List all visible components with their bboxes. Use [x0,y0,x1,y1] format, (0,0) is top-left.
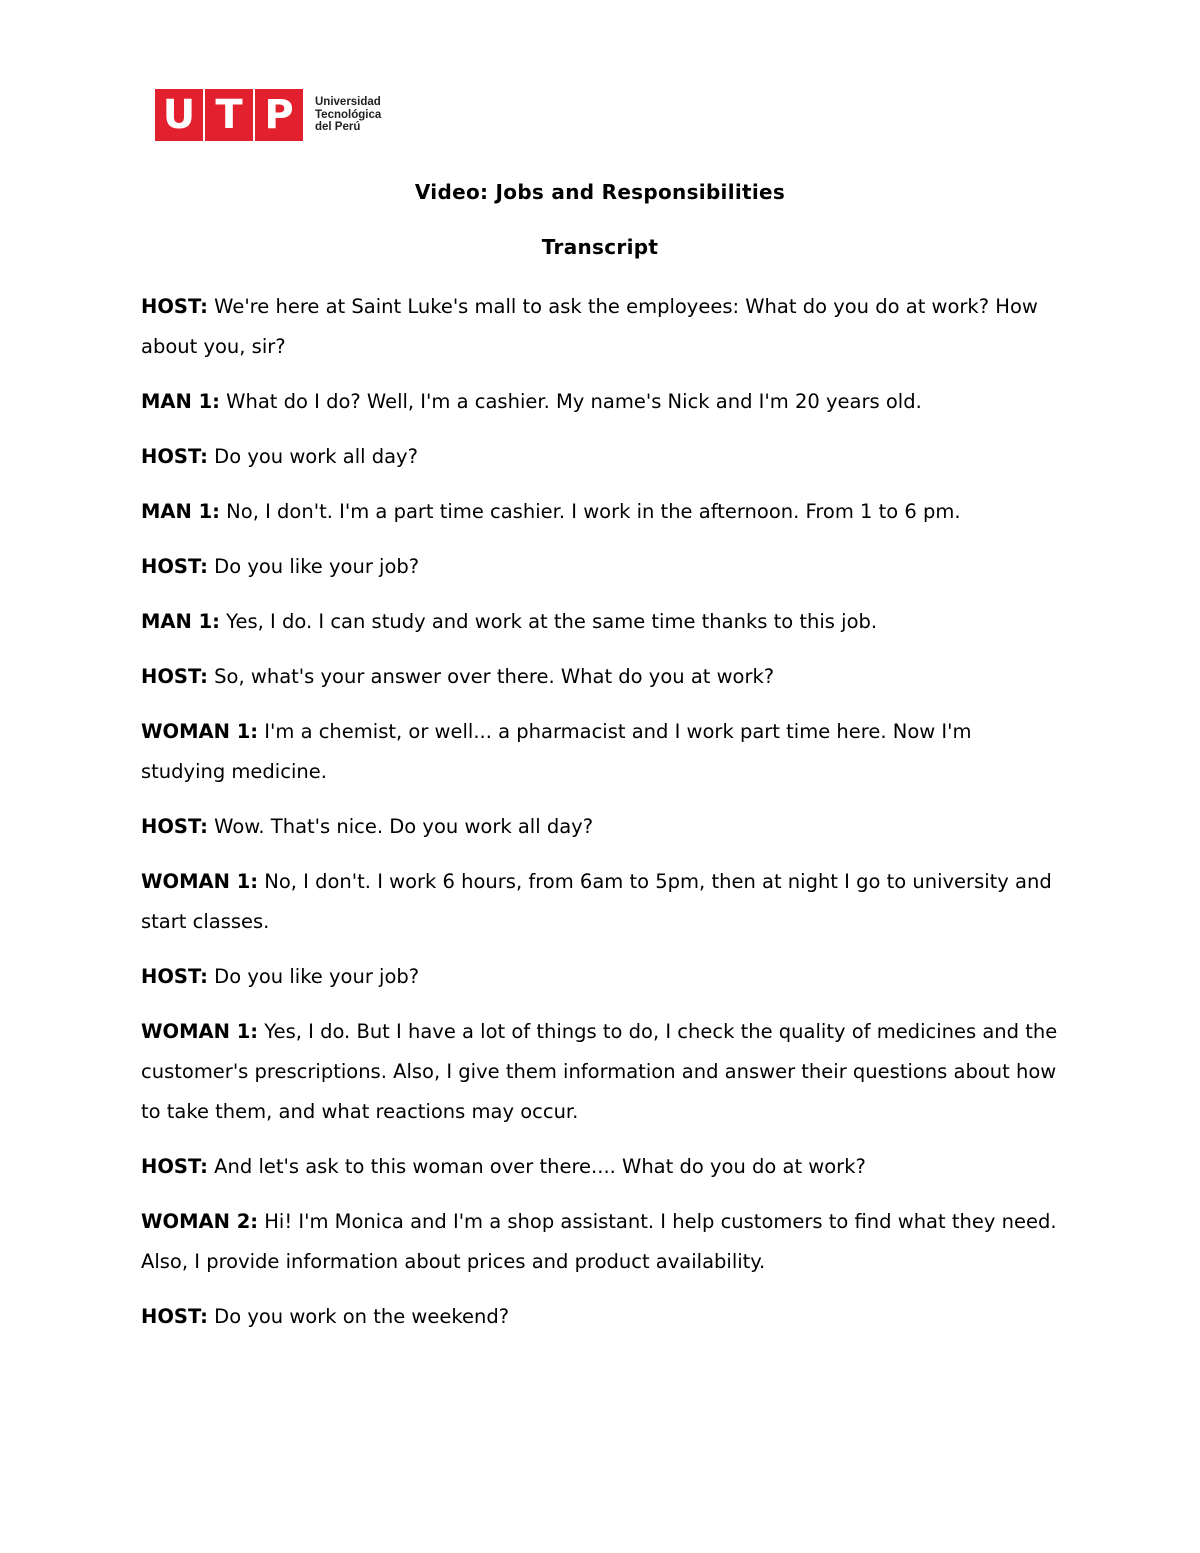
speaker-label: HOST: [141,965,208,988]
transcript-body [141,287,1061,1352]
utp-logo [155,88,395,142]
transcript-line [141,287,1061,367]
transcript-line [141,547,1061,587]
speaker-label: MAN 1: [141,610,220,633]
speaker-label: WOMAN 1: [141,870,259,893]
dialogue-text: Do you like your job? [207,965,420,988]
logo-letter-t: T [205,89,253,141]
dialogue-text: Do you work on the weekend? [207,1305,510,1328]
logo-university-name [315,96,381,134]
dialogue-text: Yes, I do. I can study and work at the same time thanks to this job. [219,610,878,633]
transcript-line [141,492,1061,532]
dialogue-text: Wow. That's nice. Do you work all day? [207,815,594,838]
speaker-label: MAN 1: [141,390,220,413]
document-title: Video: Jobs and Responsibilities [414,180,786,204]
speaker-label: HOST: [141,665,208,688]
speaker-label: WOMAN 1: [141,720,259,743]
logo-letter-p: P [255,89,303,141]
transcript-line [141,1202,1061,1282]
document-subtitle: Transcript [541,235,659,259]
speaker-label: HOST: [141,555,208,578]
dialogue-text: Yes, I do. But I have a lot of things to do, I check the quality of medicines and the customer's prescriptions. Also, I give them information and answer their questions about how to take them, and what reactions may occur. [141,1020,1058,1123]
dialogue-text: We're here at Saint Luke's mall to ask the employees: What do you do at work? How about you, sir? [141,295,1038,358]
logo-text-line-2: Tecnológica [315,108,382,121]
speaker-label: HOST: [141,815,208,838]
dialogue-text: I'm a chemist, or well... a pharmacist and I work part time here. Now I'm studying medicine. [141,720,972,783]
logo-text-line-3: del Perú [315,121,361,134]
speaker-label: HOST: [141,1305,208,1328]
transcript-line [141,1147,1061,1187]
speaker-label: HOST: [141,1155,208,1178]
transcript-line [141,382,1061,422]
transcript-line [141,862,1061,942]
transcript-line [141,957,1061,997]
dialogue-text: No, I don't. I work 6 hours, from 6am to 5pm, then at night I go to university and start classes. [141,870,1052,933]
speaker-label: MAN 1: [141,500,220,523]
dialogue-text: What do I do? Well, I'm a cashier. My name's Nick and I'm 20 years old. [219,390,922,413]
speaker-label: HOST: [141,295,208,318]
dialogue-text: Do you like your job? [207,555,420,578]
logo-letter-u: U [155,89,203,141]
speaker-label: WOMAN 2: [141,1210,259,1233]
transcript-line [141,437,1061,477]
dialogue-text: No, I don't. I'm a part time cashier. I work in the afternoon. From 1 to 6 pm. [219,500,961,523]
transcript-line [141,657,1061,697]
transcript-line [141,1012,1061,1132]
logo-text-line-1: Universidad [315,96,381,109]
speaker-label: HOST: [141,445,208,468]
transcript-line [141,712,1061,792]
dialogue-text: Hi! I'm Monica and I'm a shop assistant. I help customers to find what they need. Also, I provide information about prices and product availability. [141,1210,1057,1273]
dialogue-text: Do you work all day? [207,445,418,468]
transcript-line [141,1297,1061,1337]
transcript-line [141,602,1061,642]
dialogue-text: So, what's your answer over there. What do you at work? [207,665,775,688]
speaker-label: WOMAN 1: [141,1020,259,1043]
utp-logo-mark [155,89,305,141]
dialogue-text: And let's ask to this woman over there.... What do you do at work? [207,1155,866,1178]
transcript-line [141,807,1061,847]
